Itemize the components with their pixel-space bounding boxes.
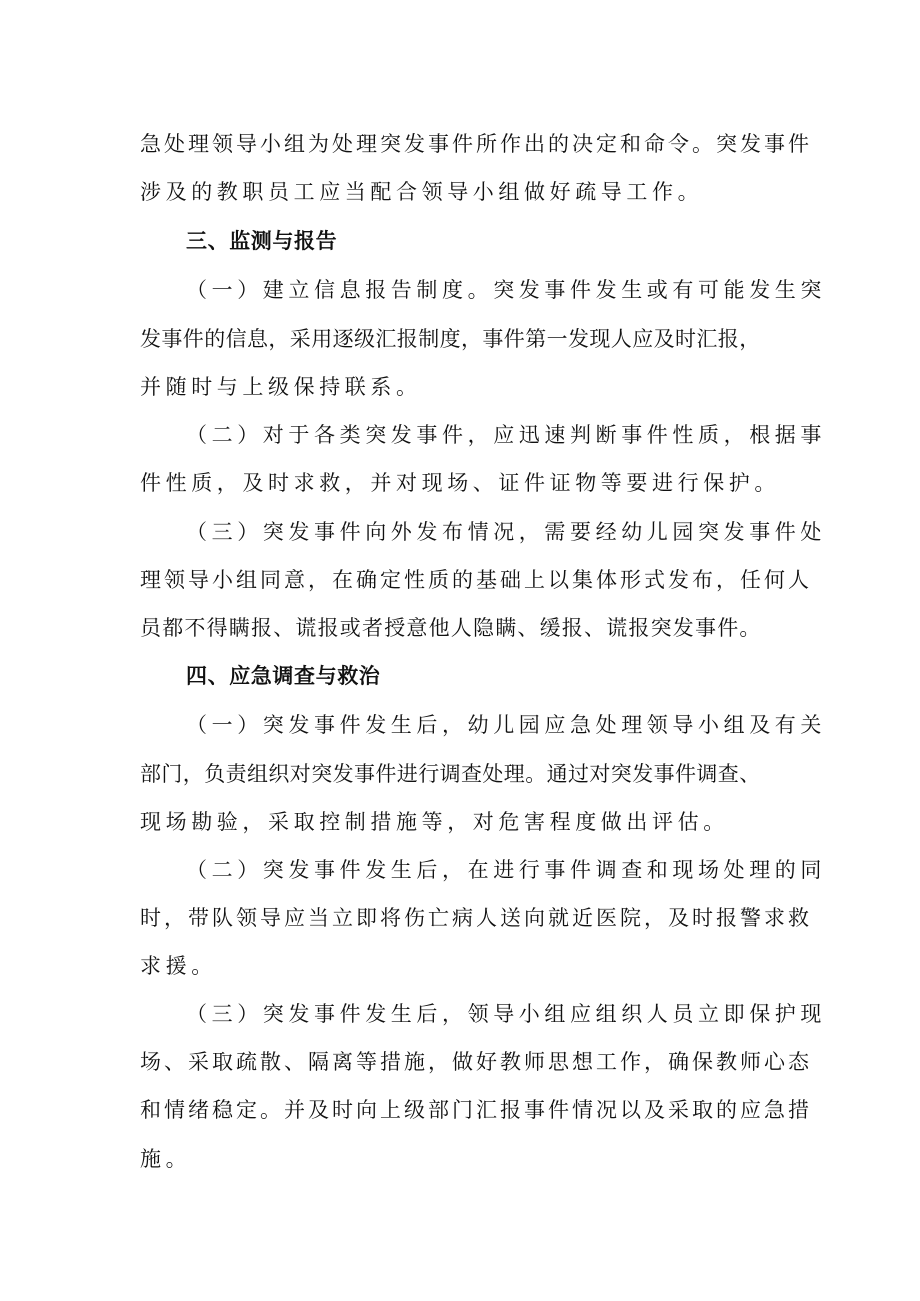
section-heading-monitoring: 三、监测与报告 bbox=[186, 229, 338, 253]
paragraph-line: 部门，负责组织对突发事件进行调查处理。通过对突发事件调查、 bbox=[140, 762, 761, 786]
paragraph-line: 件性质，及时求救，并对现场、证件证物等要进行保护。 bbox=[140, 471, 780, 495]
paragraph-line: 场、采取疏散、隔离等措施，做好教师思想工作，确保教师心态 bbox=[140, 1050, 812, 1074]
section-heading-investigation: 四、应急调查与救治 bbox=[186, 664, 381, 688]
paragraph-line: 发事件的信息，采用逐级汇报制度，事件第一发现人应及时汇报， bbox=[140, 327, 761, 351]
paragraph-line: 并随时与上级保持联系。 bbox=[140, 375, 422, 399]
paragraph-line: （三）突发事件向外发布情况，需要经幼儿园突发事件处 bbox=[186, 520, 826, 544]
paragraph-line: 现场勘验，采取控制措施等，对危害程度做出评估。 bbox=[140, 810, 729, 834]
paragraph-line: 员都不得瞒报、谎报或者授意他人隐瞒、缓报、谎报突发事件。 bbox=[140, 616, 762, 640]
paragraph-line: 施。 bbox=[140, 1147, 192, 1171]
paragraph-line: （一）突发事件发生后，幼儿园应急处理领导小组及有关 bbox=[186, 713, 826, 737]
paragraph-line: （二）突发事件发生后，在进行事件调查和现场处理的同 bbox=[186, 858, 826, 882]
paragraph-line: （三）突发事件发生后，领导小组应组织人员立即保护现 bbox=[186, 1002, 826, 1026]
paragraph-line: （一）建立信息报告制度。突发事件发生或有可能发生突 bbox=[186, 278, 826, 302]
paragraph-line: 时，带队领导应当立即将伤亡病人送向就近医院，及时报警求救 bbox=[140, 906, 812, 930]
paragraph-line: 和情绪稳定。并及时向上级部门汇报事件情况以及采取的应急措 bbox=[140, 1098, 812, 1122]
paragraph-line: 急处理领导小组为处理突发事件所作出的决定和命令。突发事件 bbox=[140, 132, 812, 156]
paragraph-line: 理领导小组同意，在确定性质的基础上以集体形式发布，任何人 bbox=[140, 568, 812, 592]
paragraph-line: 求援。 bbox=[140, 954, 217, 978]
paragraph-line: （二）对于各类突发事件，应迅速判断事件性质，根据事 bbox=[186, 423, 826, 447]
paragraph-line: 涉及的教职员工应当配合领导小组做好疏导工作。 bbox=[140, 180, 704, 204]
